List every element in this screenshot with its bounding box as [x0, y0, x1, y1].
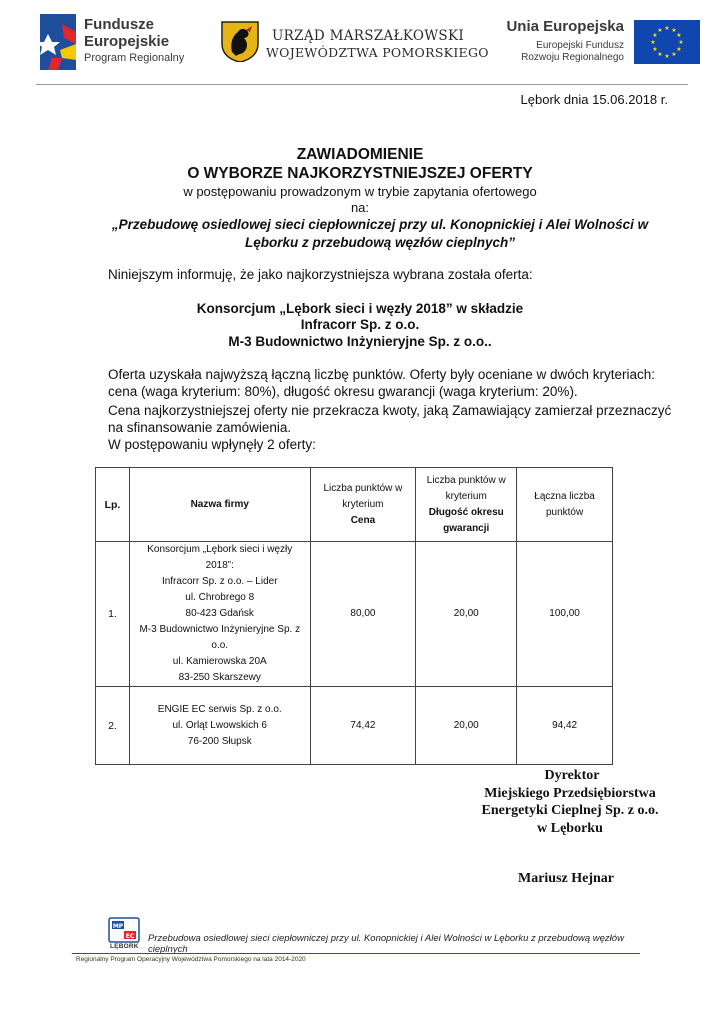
mpec-emblem-icon: [108, 917, 140, 943]
company-line: ul. Chrobrego 8: [185, 592, 255, 603]
svg-text:EC: EC: [125, 933, 135, 940]
header-lp: Lp.: [96, 468, 130, 542]
header-warranty-l3: Długość okresu: [428, 506, 504, 518]
header-name: Nazwa firmy: [129, 468, 310, 542]
price-paragraph: Cena najkorzystniejszej oferty nie przekracza kwoty, jaką Zamawiający zamierzał przeznaczyć na sfinansowanie zamówienia.: [108, 403, 672, 435]
header-divider: [36, 84, 688, 85]
winner-line2: Infracorr Sp. z o.o.: [300, 317, 420, 332]
header-total-l1: Łączna liczba: [534, 490, 595, 502]
svg-text:★: ★: [657, 51, 663, 58]
header-price-l3: Cena: [350, 514, 376, 526]
row-warranty-points: 20,00: [416, 687, 517, 765]
footer-program: Regionalny Program Operacyjny Województwa Pomorskiego na lata 2014-2020: [76, 956, 306, 963]
header-warranty-l1: Liczba punktów w: [426, 474, 506, 486]
svg-text:★: ★: [676, 46, 682, 53]
svg-text:★: ★: [664, 53, 670, 60]
signature-line2: Miejskiego Przedsiębiorstwa: [484, 786, 656, 801]
header-warranty: [416, 468, 517, 542]
procedure-line: w postępowaniu prowadzonym w trybie zapytania ofertowego: [183, 184, 537, 199]
company-line: 80-423 Gdańsk: [185, 608, 254, 619]
inform-text: Niniejszym informuję, że jako najkorzystniejsza wybrana została oferta:: [108, 267, 533, 282]
row-price-points: 80,00: [310, 542, 416, 687]
signature-line4: w Lęborku: [537, 821, 603, 836]
eu-flag-icon: [634, 20, 700, 64]
header-logos: [0, 0, 724, 86]
company-line: 76-200 Słupsk: [187, 735, 252, 747]
fundusze-europejskie-logo: [40, 14, 190, 74]
svg-text:★: ★: [650, 39, 656, 46]
footer-divider: [72, 953, 640, 954]
document-title: ZAWIADOMIENIE: [296, 146, 424, 163]
ue-line1: Unia Europejska: [506, 18, 624, 35]
row-price-points: 74,42: [310, 687, 416, 765]
svg-text:★: ★: [676, 32, 682, 39]
signature-line3: Energetyki Cieplnej Sp. z o.o.: [481, 803, 659, 818]
header-warranty-l4: gwarancji: [443, 522, 490, 534]
table-row: [96, 542, 613, 687]
offers-table: [95, 467, 613, 747]
header-total-l2: punktów: [545, 506, 584, 518]
svg-text:★: ★: [652, 32, 658, 39]
signature-title: Dyrektor: [544, 768, 600, 783]
ue-line3: Rozwoju Regionalnego: [521, 52, 624, 63]
header-total: [517, 468, 613, 542]
document-subtitle: O WYBORZE NAJKORZYSTNIEJSZEJ OFERTY: [187, 165, 533, 182]
urzad-marszalkowski-logo: [220, 18, 489, 66]
offers-count-paragraph: W postępowaniu wpłynęły 2 oferty:: [108, 437, 316, 452]
header-price: [310, 468, 416, 542]
company-line: Konsorcjum „Lębork sieci i węzły 2018”:: [147, 544, 293, 571]
svg-text:★: ★: [652, 46, 658, 53]
svg-text:★: ★: [664, 25, 670, 32]
table-row: [96, 687, 613, 765]
svg-text:★: ★: [657, 27, 663, 34]
row-company: [129, 542, 310, 687]
um-line1: URZĄD MARSZAŁKOWSKI: [272, 28, 464, 44]
company-line: M-3 Budownictwo Inżynieryjne Sp. z o.o.: [139, 624, 301, 651]
signatory-name: Mariusz Hejnar: [517, 871, 615, 886]
row-lp: 2.: [96, 687, 130, 765]
company-line: ul. Orląt Lwowskich 6: [172, 719, 267, 731]
subject-line: „Przebudowę osiedlowej sieci ciepłowniczej przy ul. Konopnickiej i Alei Wolności w Lęborku z przebudową węzłów cieplnych”: [111, 217, 649, 250]
header-price-l2: kryterium: [342, 498, 384, 510]
company-line: 83-250 Skarszewy: [178, 672, 261, 683]
date-line: Lębork dnia 15.06.2018 r.: [520, 92, 668, 107]
row-company: [129, 687, 310, 765]
fe-line2: Europejskie: [84, 33, 170, 50]
svg-text:MP: MP: [112, 923, 124, 930]
mpec-logo: [108, 917, 142, 953]
header-warranty-l2: kryterium: [445, 490, 487, 502]
footer-project: Przebudowa osiedlowej sieci ciepłowniczej przy ul. Konopnickiej i Alei Wolności w Lęborku z przebudową węzłów cieplnych: [148, 933, 624, 955]
company-line: ENGIE EC serwis Sp. z o.o.: [157, 703, 282, 715]
row-lp: 1.: [96, 542, 130, 687]
header-price-l1: Liczba punktów w: [323, 482, 403, 494]
um-line2: WOJEWÓDZTWA POMORSKIEGO: [266, 45, 489, 60]
na-label: na:: [350, 200, 370, 215]
svg-text:★: ★: [671, 51, 677, 58]
mpec-label: LĘBORK: [110, 943, 139, 950]
griffin-crest-icon: [220, 20, 260, 62]
svg-text:★: ★: [671, 27, 677, 34]
winner-line3: M-3 Budownictwo Inżynieryjne Sp. z o.o..: [228, 334, 492, 349]
row-total-points: 94,42: [517, 687, 613, 765]
unia-europejska-logo: [500, 18, 700, 68]
company-line: ul. Kamierowska 20A: [172, 656, 267, 667]
offer-paragraph: Oferta uzyskała najwyższą łączną liczbę punktów. Oferty były oceniane w dwóch kryteriach: cena (waga kryterium: 80%), długość okresu gwarancji (waga kryterium: 20%).: [108, 367, 655, 399]
ue-line2: Europejski Fundusz: [536, 40, 624, 51]
fe-line1: Fundusze: [84, 16, 154, 33]
svg-text:★: ★: [678, 39, 684, 46]
company-line: Infracorr Sp. z o.o. – Lider: [161, 576, 278, 587]
row-total-points: 100,00: [517, 542, 613, 687]
fundusze-europejskie-star-icon: [40, 14, 76, 70]
fe-line3: Program Regionalny: [84, 52, 185, 64]
row-warranty-points: 20,00: [416, 542, 517, 687]
winner-line1: Konsorcjum „Lębork sieci i węzły 2018” w składzie: [196, 301, 524, 316]
table-header-row: [96, 468, 613, 542]
